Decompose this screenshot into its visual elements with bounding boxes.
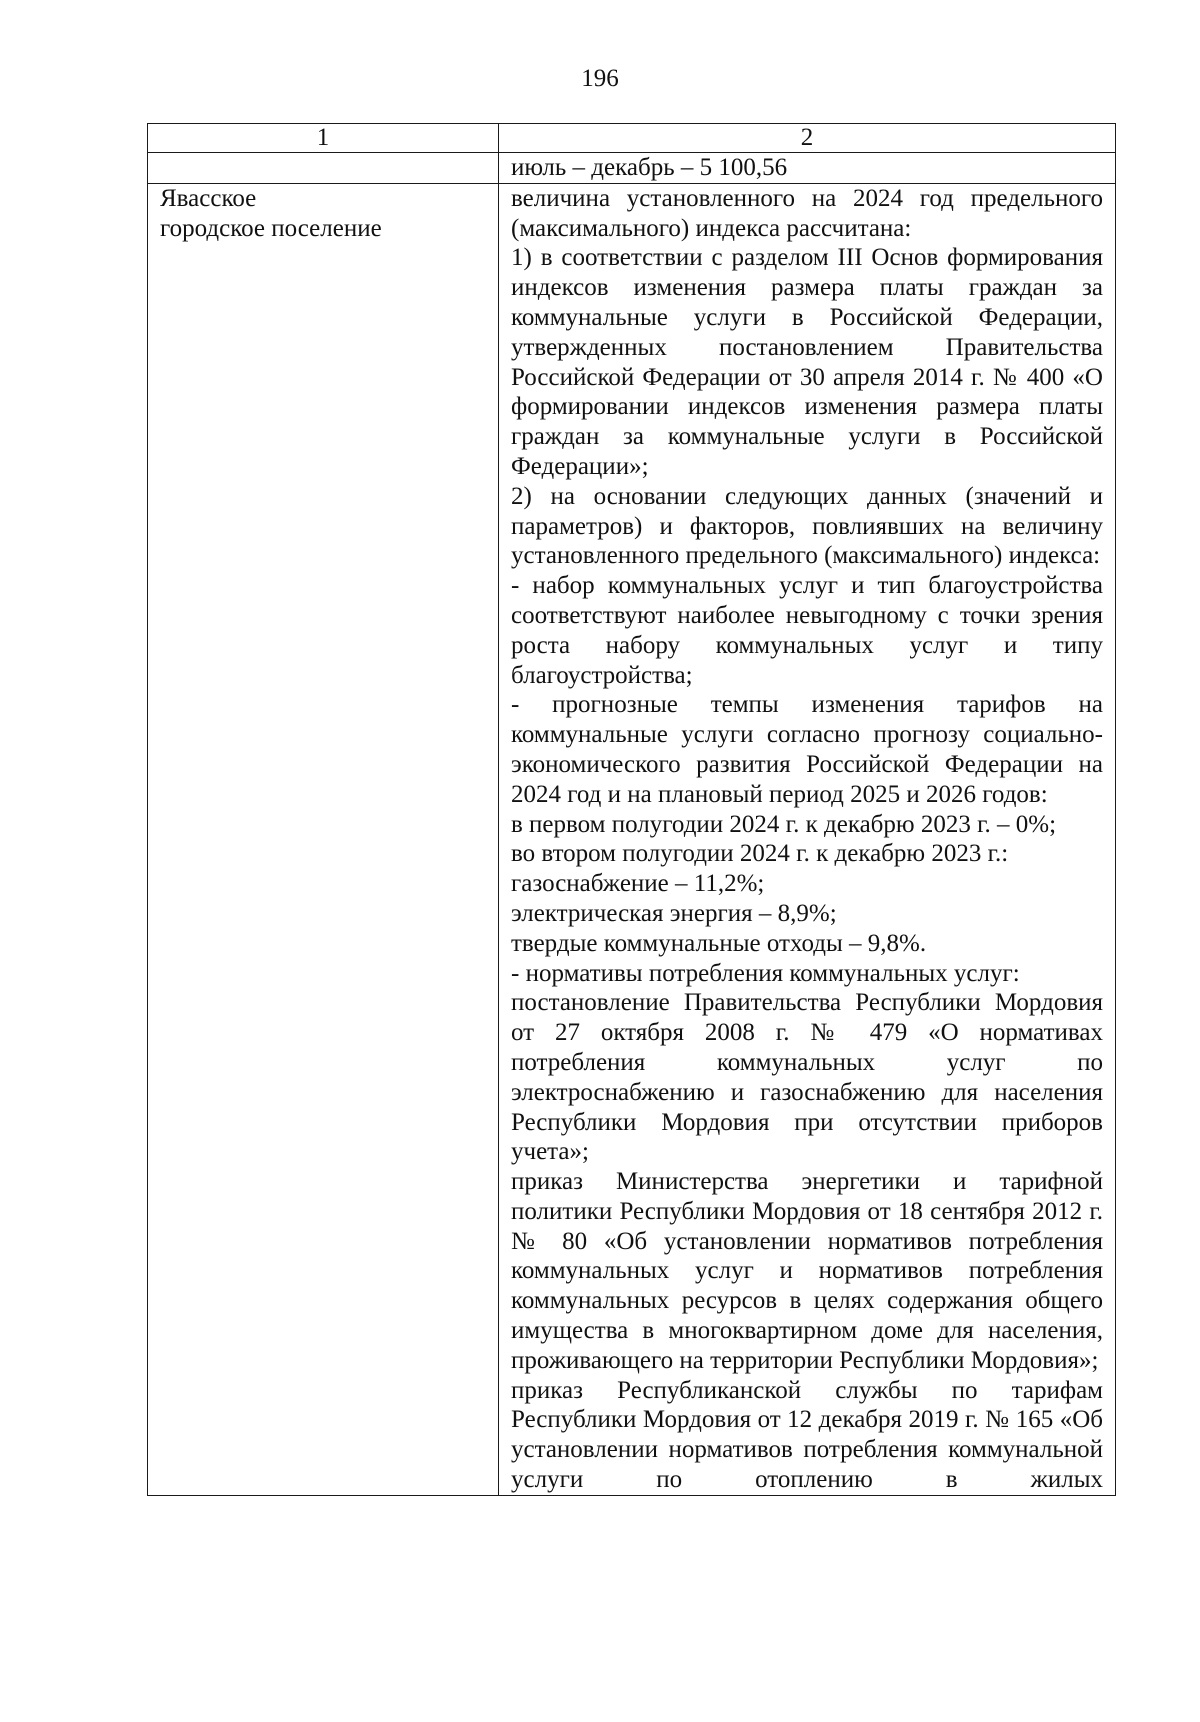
table-header-row xyxy=(148,124,1116,153)
paragraph: 2) на основании следующих данных (значений и параметров) и факторов, повлиявших на величину установленного предельного (максимального) индекса: xyxy=(511,482,1103,570)
column-header-1: 1 xyxy=(148,124,499,153)
municipality-name-cell xyxy=(148,183,499,1495)
municipality-name-line: городское поселение xyxy=(160,214,382,242)
continuation-cell-1 xyxy=(148,153,499,184)
paragraph: электрическая энергия – 8,9%; xyxy=(511,899,837,927)
paragraph: газоснабжение – 11,2%; xyxy=(511,870,765,898)
page-number: 196 xyxy=(581,65,619,92)
paragraph: во втором полугодии 2024 г. к декабрю 2023 г.: xyxy=(511,840,1009,868)
column-header-2: 2 xyxy=(499,124,1116,153)
paragraph: - нормативы потребления коммунальных услуг: xyxy=(511,959,1020,987)
index-description-cell xyxy=(499,183,1116,1495)
paragraph: - набор коммунальных услуг и тип благоустройства соответствуют наиболее невыгодному с точки зрения роста набору коммунальных услуг и типу благоустройства; xyxy=(511,572,1103,689)
paragraph: величина установленного на 2024 год предельного (максимального) индекса рассчитана: xyxy=(511,184,1103,242)
paragraph: постановление Правительства Республики Мордовия от 27 октября 2008 г. № 479 «О нормативах потребления коммунальных услуг по электроснабжению и газоснабжению для населения Республики Мордовия при отсутствии приборов учета»; xyxy=(511,989,1103,1166)
paragraph: 1) в соответствии с разделом III Основ формирования индексов изменения размера платы граждан за коммунальные услуги в Российской Федерации, утвержденных постановлением Правительства Российской Федерации от 30 апреля 2014 г. № 400 «О формировании индексов изменения размера платы граждан за коммунальные услуги в Российской Федерации»; xyxy=(511,244,1103,480)
paragraph: приказ Министерства энергетики и тарифной политики Республики Мордовия от 18 сентября 2012 г. № 80 «Об установлении нормативов потребления коммунальных услуг и нормативов потребления коммунальных ресурсов в целях содержания общего имущества в многоквартирном доме для населения, проживающего на территории Республики Мордовия»; xyxy=(511,1168,1103,1374)
paragraph: в первом полугодии 2024 г. к декабрю 2023 г. – 0%; xyxy=(511,810,1057,838)
table-row xyxy=(148,153,1116,184)
paragraph: приказ Республиканской службы по тарифам Республики Мордовия от 12 декабря 2019 г. № 165 «Об установлении нормативов потребления коммунальной услуги по отоплению в жилых xyxy=(511,1376,1103,1494)
paragraph: твердые коммунальные отходы – 9,8%. xyxy=(511,929,927,957)
municipality-name-line: Явасское xyxy=(160,184,257,212)
document-table xyxy=(147,123,1116,1496)
table-row xyxy=(148,183,1116,1495)
paragraph: - прогнозные темпы изменения тарифов на коммунальные услуги согласно прогнозу социально-экономического развития Российской Федерации на 2024 год и на плановый период 2025 и 2026 годов: xyxy=(511,691,1103,808)
continuation-cell-2: июль – декабрь – 5 100,56 xyxy=(499,153,1116,184)
